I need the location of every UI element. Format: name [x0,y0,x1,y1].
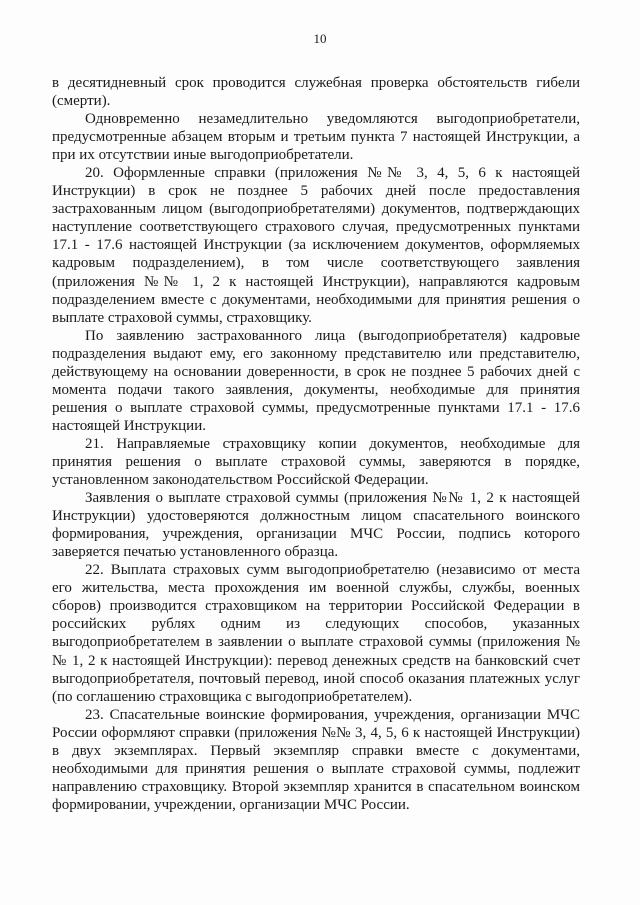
paragraph-item-20-application: По заявлению застрахованного лица (выгодоприобретателя) кадровые подразделения выдают ему, его законному представителю или представителю, действующему на основании доверенности, в срок не позднее 5 рабочих дней с момента подачи такого заявления, документы, необходимые для принятия решения о выплате страховой суммы, предусмотренные пунктами 17.1 - 17.6 настоящей Инструкции. [52,327,580,434]
paragraph-item-21-certification: Заявления о выплате страховой суммы (приложения №№ 1, 2 к настоящей Инструкции) удостоверяются должностным лицом спасательного воинского формирования, учреждения, организации МЧС России, подпись которого заверяется печатью установленного образца. [52,490,580,561]
paragraph-item-20: 20. Оформленные справки (приложения №№ 3, 4, 5, 6 к настоящей Инструкции) в срок не позднее 5 рабочих дней после предоставления застрахованным лицом (выгодоприобретателями) документов, подтверждающих наступление соответствующего страхового случая, предусмотренных пунктами 17.1 - 17.6 настоящей Инструкции (за исключением документов, оформляемых кадровым подразделением), в том числе соответствующего заявления (приложения №№ 1, 2 к настоящей Инструкции), направляются кадровым подразделением вместе с документами, необходимыми для принятия решения о выплате страховой суммы, страховщику. [52,165,580,326]
paragraph-item-23: 23. Спасательные воинские формирования, учреждения, организации МЧС России оформляют справки (приложения №№ 3, 4, 5, 6 к настоящей Инструкции) в двух экземплярах. Первый экземпляр справки вместе с документами, необходимыми для принятия решения о выплате страховой суммы, подлежит направлению страховщику. Второй экземпляр хранится в спасательном воинском формировании, учреждении, организации МЧС России. [52,706,580,813]
paragraph-item-22: 22. Выплата страховых сумм выгодоприобретателю (независимо от места его жительства, места прохождения им военной службы, службы, военных сборов) производится страховщиком на территории Российской Федерации в российских рублях одним из следующих способов, указанных выгодоприобретателем в заявлении о выплате страховой суммы (приложения №№ 1, 2 к настоящей Инструкции): перевод денежных средств на банковский счет выгодоприобретателя, почтовый перевод, иной способ оказания платежных услуг (по соглашению страховщика с выгодоприобретателем). [52,562,580,705]
paragraph-notification: Одновременно незамедлительно уведомляются выгодоприобретатели, предусмотренные абзацем вторым и третьим пункта 7 настоящей Инструкции, а при их отсутствии иные выгодоприобретатели. [52,111,580,164]
document-body [52,74,580,814]
page-number: 10 [313,31,327,46]
paragraph-continuation: в десятидневный срок проводится служебная проверка обстоятельств гибели (смерти). [52,75,580,110]
paragraph-item-21: 21. Направляемые страховщику копии документов, необходимые для принятия решения о выплате страховой суммы, заверяются в порядке, установленном законодательством Российской Федерации. [52,435,580,489]
